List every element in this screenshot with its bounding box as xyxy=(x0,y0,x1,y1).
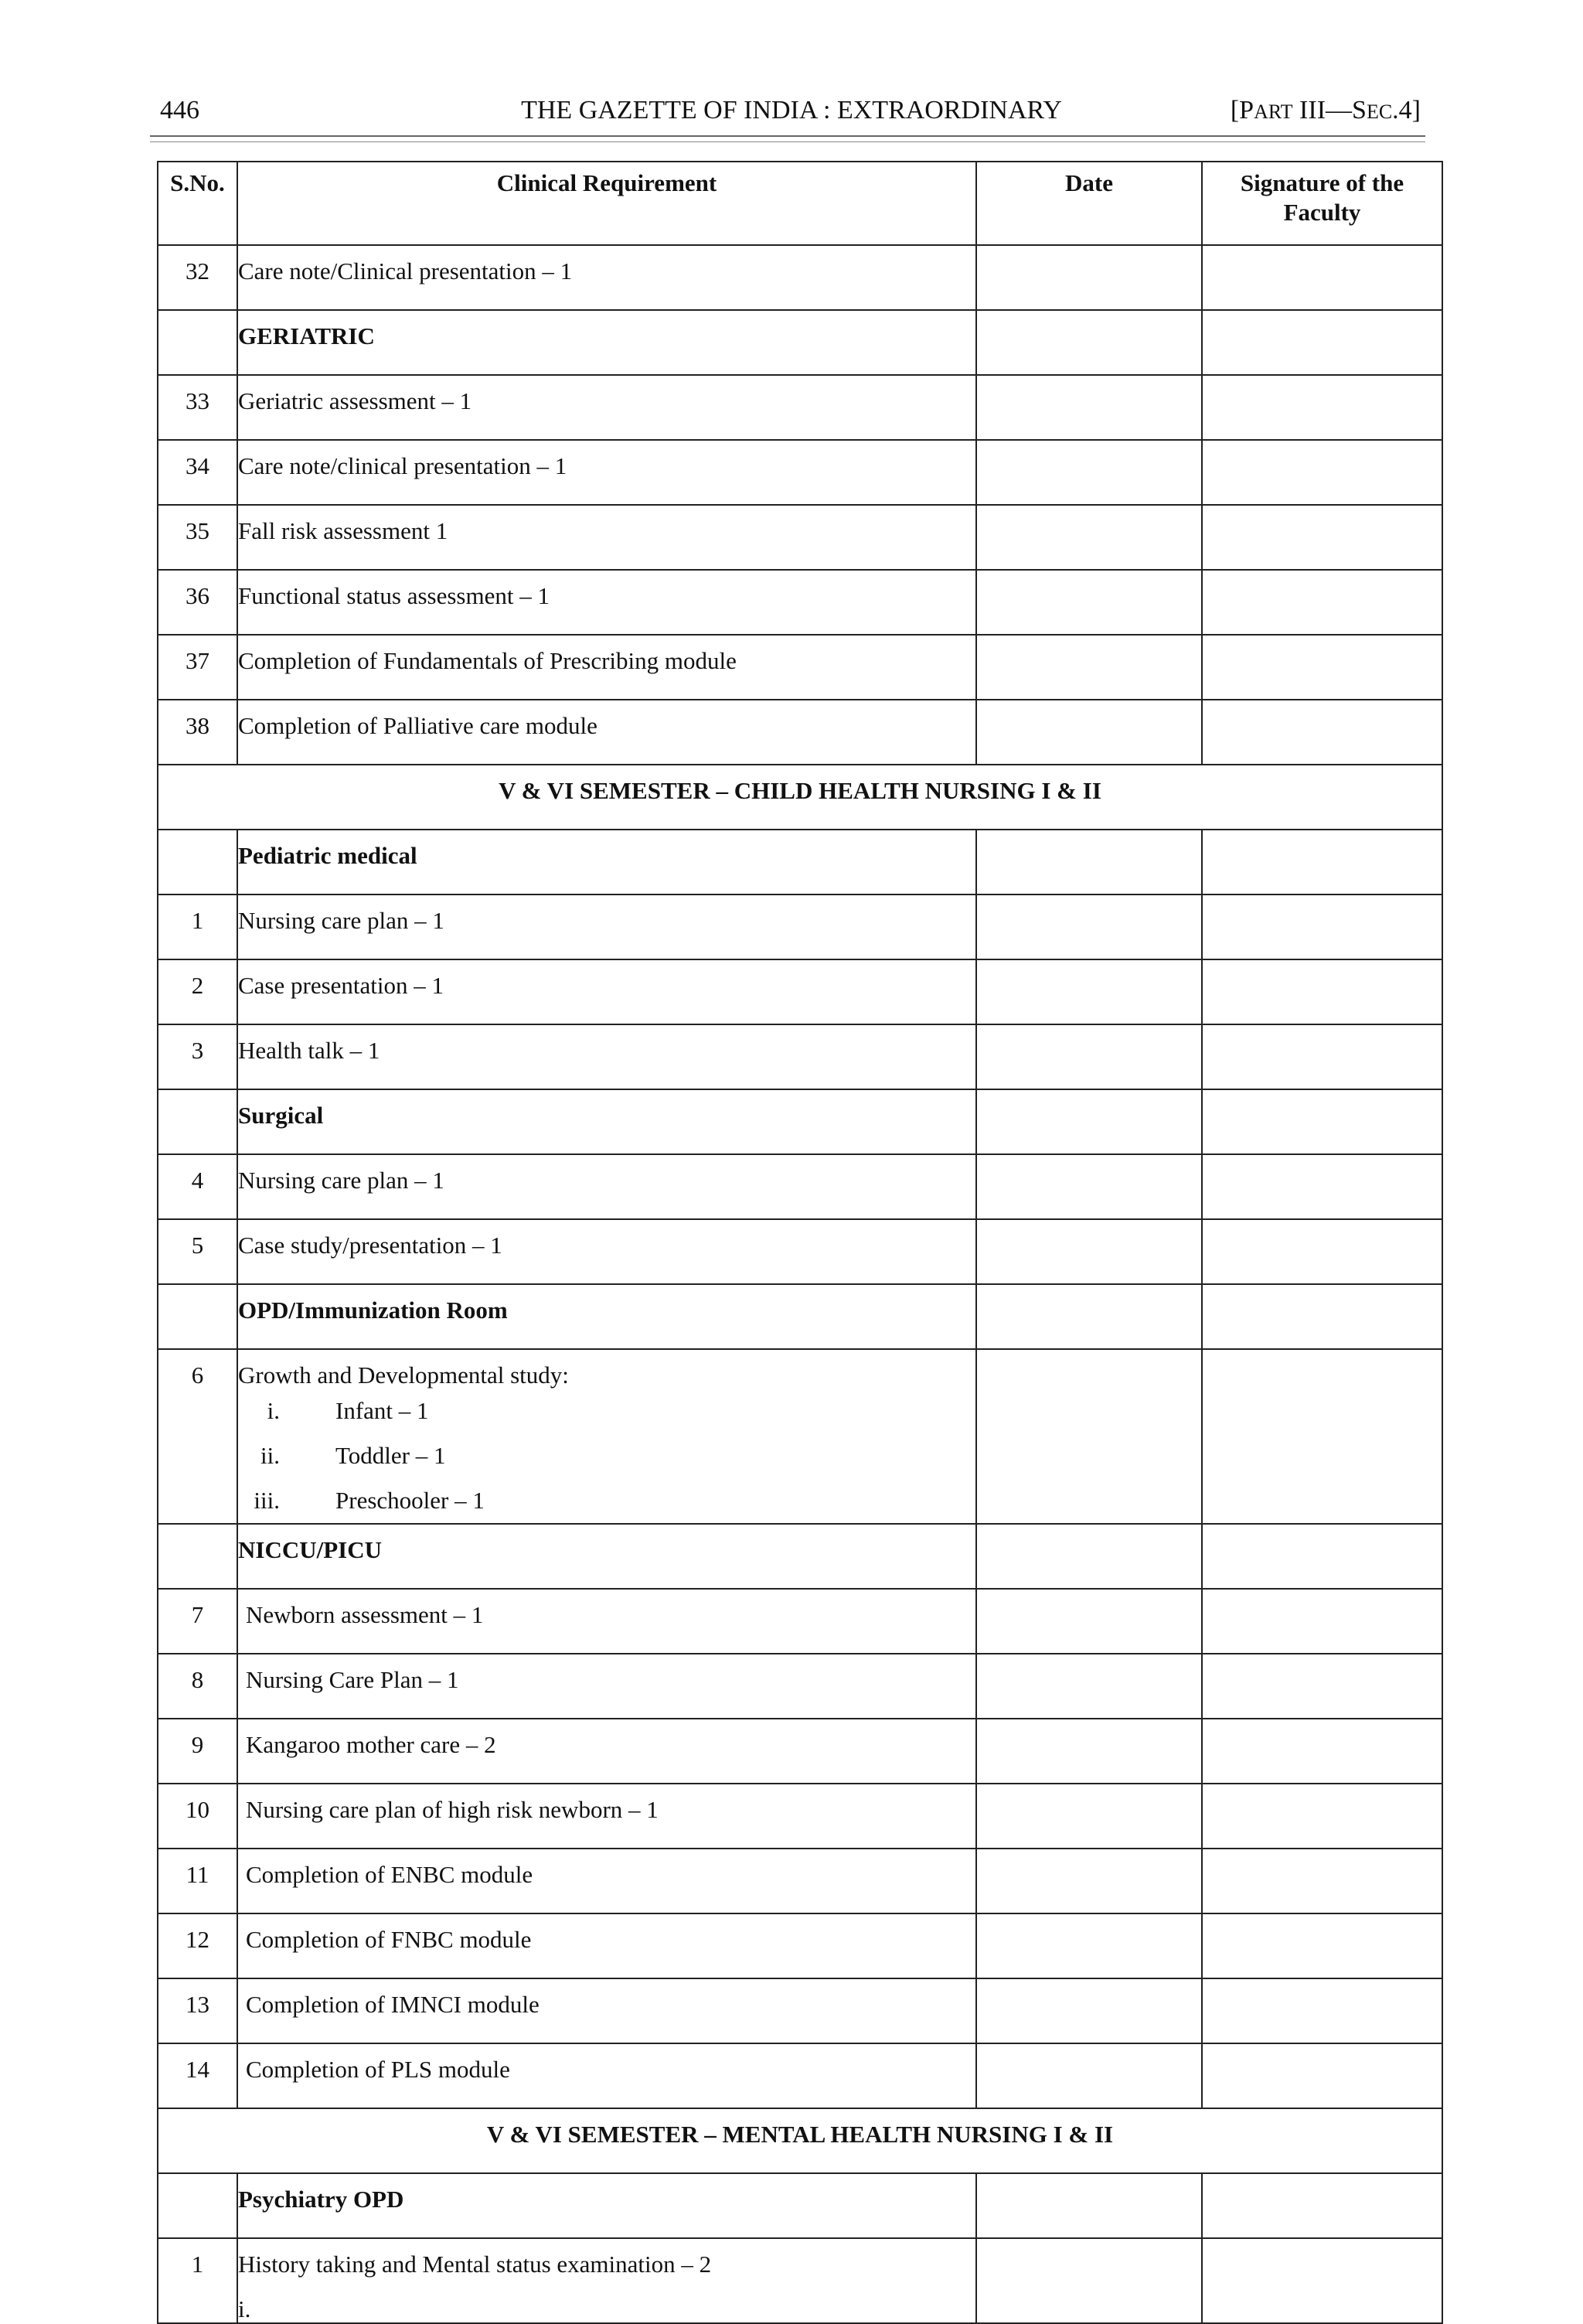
date-cell xyxy=(976,959,1202,1024)
signature-cell xyxy=(1202,310,1442,375)
subitem-text: Infant – 1 xyxy=(335,1397,429,1424)
date-cell xyxy=(976,1089,1202,1154)
date-cell xyxy=(976,1349,1202,1524)
table-row xyxy=(158,1654,1442,1719)
table-row xyxy=(158,1719,1442,1784)
requirement-text: Completion of IMNCI module xyxy=(237,1978,976,2043)
subitem-text: Toddler – 1 xyxy=(335,1442,446,1469)
signature-cell xyxy=(1202,1524,1442,1589)
requirement-text: Nursing Care Plan – 1 xyxy=(237,1654,976,1719)
requirement-text: Case study/presentation – 1 xyxy=(237,1219,976,1284)
signature-cell xyxy=(1202,700,1442,765)
serial-number: 35 xyxy=(158,505,237,570)
signature-cell xyxy=(1202,1089,1442,1154)
signature-cell xyxy=(1202,1349,1442,1524)
table-row xyxy=(158,1219,1442,1284)
header-date: Date xyxy=(976,162,1202,245)
table-row xyxy=(158,830,1442,895)
table-row xyxy=(158,700,1442,765)
table-row xyxy=(158,1349,1442,1524)
header-signature: Signature of the Faculty xyxy=(1202,162,1442,245)
table-row xyxy=(158,2043,1442,2108)
serial-number xyxy=(158,1284,237,1349)
subitem-number: i. xyxy=(238,2295,251,2322)
table-row xyxy=(158,1154,1442,1219)
serial-number: 4 xyxy=(158,1154,237,1219)
clinical-requirements-table xyxy=(157,161,1443,2324)
date-cell xyxy=(976,2238,1202,2323)
requirement-text: Nursing care plan of high risk newborn – 1 xyxy=(237,1784,976,1849)
requirement-text: Kangaroo mother care – 2 xyxy=(237,1719,976,1784)
date-cell xyxy=(976,1913,1202,1978)
signature-cell xyxy=(1202,959,1442,1024)
serial-number: 38 xyxy=(158,700,237,765)
table-row xyxy=(158,2173,1442,2238)
serial-number: 32 xyxy=(158,245,237,310)
subitem-number: iii. xyxy=(254,1487,280,1514)
requirement-text: Fall risk assessment 1 xyxy=(237,505,976,570)
table-row xyxy=(158,440,1442,505)
part-section: [PART III—SEC.4] xyxy=(1230,96,1421,124)
subheading: OPD/Immunization Room xyxy=(237,1284,976,1349)
table-row xyxy=(158,895,1442,959)
section-heading: V & VI SEMESTER – MENTAL HEALTH NURSING I & II xyxy=(158,2108,1442,2173)
table-row xyxy=(158,1089,1442,1154)
subheading: Surgical xyxy=(237,1089,976,1154)
date-cell xyxy=(976,1154,1202,1219)
date-cell xyxy=(976,570,1202,635)
requirement-text: Case presentation – 1 xyxy=(237,959,976,1024)
date-cell xyxy=(976,505,1202,570)
requirement-text xyxy=(237,2238,976,2323)
requirement-text: Completion of FNBC module xyxy=(237,1913,976,1978)
gazette-title: THE GAZETTE OF INDIA : EXTRAORDINARY xyxy=(521,96,1062,124)
subitem xyxy=(238,1389,975,1433)
table-row xyxy=(158,375,1442,440)
signature-cell xyxy=(1202,2043,1442,2108)
table-row xyxy=(158,570,1442,635)
requirement-text: Care note/Clinical presentation – 1 xyxy=(237,245,976,310)
signature-cell xyxy=(1202,245,1442,310)
signature-cell xyxy=(1202,2238,1442,2323)
date-cell xyxy=(976,310,1202,375)
signature-cell xyxy=(1202,1654,1442,1719)
requirement-text: Nursing care plan – 1 xyxy=(237,895,976,959)
subitem-number: i. xyxy=(267,1397,280,1424)
page-number: 446 xyxy=(160,96,199,124)
date-cell xyxy=(976,1654,1202,1719)
table-row xyxy=(158,1024,1442,1089)
date-cell xyxy=(976,1719,1202,1784)
serial-number: 14 xyxy=(158,2043,237,2108)
table-row xyxy=(158,505,1442,570)
date-cell xyxy=(976,1219,1202,1284)
requirement-text: Completion of Palliative care module xyxy=(237,700,976,765)
table-row xyxy=(158,1784,1442,1849)
requirement-text: Care note/clinical presentation – 1 xyxy=(237,440,976,505)
table-body xyxy=(158,245,1442,2323)
requirement-text: Health talk – 1 xyxy=(237,1024,976,1089)
signature-cell xyxy=(1202,895,1442,959)
serial-number: 1 xyxy=(158,2238,237,2323)
subitem xyxy=(238,1478,975,1523)
subitem xyxy=(238,1433,975,1478)
section-row xyxy=(158,765,1442,830)
serial-number: 12 xyxy=(158,1913,237,1978)
subheading: NICCU/PICU xyxy=(237,1524,976,1589)
requirement-text: History taking and Mental status examination – 2 xyxy=(238,2251,712,2278)
signature-cell xyxy=(1202,830,1442,895)
serial-number: 5 xyxy=(158,1219,237,1284)
date-cell xyxy=(976,2043,1202,2108)
subitem-number: ii. xyxy=(260,1442,280,1469)
serial-number: 8 xyxy=(158,1654,237,1719)
date-cell xyxy=(976,375,1202,440)
section-heading: V & VI SEMESTER – CHILD HEALTH NURSING I & II xyxy=(158,765,1442,830)
requirement-text xyxy=(237,1349,976,1524)
table-row xyxy=(158,1284,1442,1349)
table-row xyxy=(158,310,1442,375)
subheading: Pediatric medical xyxy=(237,830,976,895)
date-cell xyxy=(976,635,1202,700)
table-row xyxy=(158,1978,1442,2043)
date-cell xyxy=(976,1524,1202,1589)
requirement-text: Nursing care plan – 1 xyxy=(237,1154,976,1219)
signature-cell xyxy=(1202,1284,1442,1349)
subitem-text: Preschooler – 1 xyxy=(335,1487,485,1514)
requirement-text: Completion of PLS module xyxy=(237,2043,976,2108)
serial-number: 13 xyxy=(158,1978,237,2043)
requirement-text: Newborn assessment – 1 xyxy=(237,1589,976,1654)
signature-cell xyxy=(1202,635,1442,700)
table-row xyxy=(158,1913,1442,1978)
date-cell xyxy=(976,895,1202,959)
serial-number xyxy=(158,310,237,375)
table-row xyxy=(158,959,1442,1024)
serial-number xyxy=(158,830,237,895)
signature-cell xyxy=(1202,1913,1442,1978)
signature-cell xyxy=(1202,2173,1442,2238)
header-sno: S.No. xyxy=(158,162,237,245)
requirement-text: Completion of ENBC module xyxy=(237,1849,976,1913)
serial-number: 10 xyxy=(158,1784,237,1849)
signature-cell xyxy=(1202,1219,1442,1284)
signature-cell xyxy=(1202,1024,1442,1089)
table-row xyxy=(158,1849,1442,1913)
header-rule xyxy=(150,135,1425,137)
table-row xyxy=(158,1589,1442,1654)
signature-cell xyxy=(1202,505,1442,570)
serial-number xyxy=(158,1089,237,1154)
date-cell xyxy=(976,1978,1202,2043)
date-cell xyxy=(976,2173,1202,2238)
signature-cell xyxy=(1202,1154,1442,1219)
serial-number xyxy=(158,1524,237,1589)
serial-number: 37 xyxy=(158,635,237,700)
requirement-text: Geriatric assessment – 1 xyxy=(237,375,976,440)
serial-number: 6 xyxy=(158,1349,237,1524)
serial-number: 11 xyxy=(158,1849,237,1913)
date-cell xyxy=(976,1849,1202,1913)
page-header xyxy=(158,93,1425,136)
requirement-text: Functional status assessment – 1 xyxy=(237,570,976,635)
subheading: GERIATRIC xyxy=(237,310,976,375)
signature-cell xyxy=(1202,1849,1442,1913)
header-rule-thin xyxy=(150,141,1425,142)
signature-cell xyxy=(1202,1784,1442,1849)
date-cell xyxy=(976,1589,1202,1654)
serial-number: 34 xyxy=(158,440,237,505)
date-cell xyxy=(976,700,1202,765)
header-clinical-requirement: Clinical Requirement xyxy=(237,162,976,245)
serial-number xyxy=(158,2173,237,2238)
table-header-row xyxy=(158,162,1442,245)
date-cell xyxy=(976,1024,1202,1089)
serial-number: 36 xyxy=(158,570,237,635)
serial-number: 2 xyxy=(158,959,237,1024)
signature-cell xyxy=(1202,375,1442,440)
signature-cell xyxy=(1202,570,1442,635)
table-row xyxy=(158,245,1442,310)
requirement-text: Growth and Developmental study: xyxy=(238,1361,569,1389)
date-cell xyxy=(976,440,1202,505)
signature-cell xyxy=(1202,1719,1442,1784)
date-cell xyxy=(976,1284,1202,1349)
serial-number: 1 xyxy=(158,895,237,959)
subheading: Psychiatry OPD xyxy=(237,2173,976,2238)
signature-cell xyxy=(1202,1978,1442,2043)
section-row xyxy=(158,2108,1442,2173)
serial-number: 3 xyxy=(158,1024,237,1089)
serial-number: 9 xyxy=(158,1719,237,1784)
signature-cell xyxy=(1202,1589,1442,1654)
requirement-text: Completion of Fundamentals of Prescribing module xyxy=(237,635,976,700)
signature-cell xyxy=(1202,440,1442,505)
date-cell xyxy=(976,830,1202,895)
subitem-list xyxy=(238,1389,975,1523)
serial-number: 7 xyxy=(158,1589,237,1654)
table-row xyxy=(158,2238,1442,2323)
table-row xyxy=(158,635,1442,700)
table-row xyxy=(158,1524,1442,1589)
serial-number: 33 xyxy=(158,375,237,440)
date-cell xyxy=(976,1784,1202,1849)
date-cell xyxy=(976,245,1202,310)
